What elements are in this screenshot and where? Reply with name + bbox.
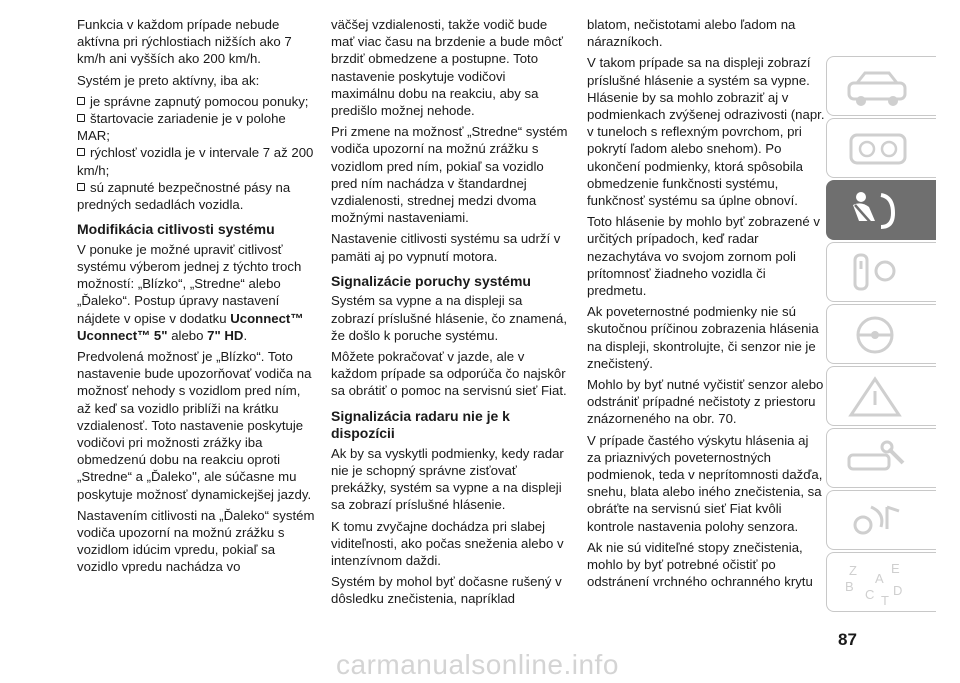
paragraph: Systém sa vypne a na displeji sa zobrazí príslušné hlásenie, čo znamená, že došlo k poruche systému. [331,293,568,343]
tab-maintenance[interactable] [826,428,936,488]
paragraph: Predvolená možnosť je „Blízko“. Toto nastavenie bude upozorňovať vodiča na možnosť nehody s vozidlom pred ním, až keď sa vozidlo priblíži na krátku vzdialenosť. Toto nastavenie poskytuje vodičovi pri možnosti zrážky iba obmedzenú dobu na reakciu oproti „Stredne“ a „Ďaleko", ale súčasne mu poskytuje možnosť dynamickejšej jazdy. [77,349,312,502]
paragraph: V prípade častého výskytu hlásenia aj za priaznivých poveternostných podmienok, teda v neprítomnosti dažďa, snehu, blata alebo iného znečistenia, sa obráťte na servisnú sieť Fiat kvôli kontrole nastavenia polohy senzora. [587,432,823,534]
tab-dashboard[interactable] [826,118,936,178]
tab-safety[interactable] [826,180,936,240]
list-item: je správne zapnutý pomocou ponuky; [77,93,315,110]
media-icon [841,497,921,545]
paragraph: Pri zmene na možnosť „Stredne“ systém vodiča upozorní na možnú zrážku s vozidlom pred ním, pokiaľ sa vozidlo pred ním nachádza v štandardnej vzdialenosti, strednej medzi dvoma možnými nastaveniami. [331,124,568,226]
tab-starting[interactable] [826,242,936,302]
paragraph: Ak by sa vyskytli podmienky, kedy radar nie je schopný správne zisťovať prekážky, systém sa vypne a na displeji sa zobrazí príslušné hlásenie. [331,445,564,513]
column-3 [587,16,825,595]
paragraph: Môžete pokračovať v jazde, ale v každom prípade sa odporúča čo najskôr sa obrátiť o pomoc na servisnú sieť Fiat. [331,349,567,399]
tab-car[interactable] [826,56,936,116]
svg-text:T: T [881,593,889,608]
checkbox-bullet-icon [77,97,85,105]
wrench-car-icon [841,435,921,483]
seatbelt-airbag-icon [841,187,921,235]
paragraph: väčšej vzdialenosti, takže vodič bude mať viac času na brzdenie a bude môcť brzdiť obmedzene a postupne. Toto nastavenie poskytuje vodičovi maximálnu dobu na reakciu, aby sa predišlo možnej nehode. [331,17,564,119]
tab-emergency[interactable] [826,366,936,426]
svg-text:A: A [875,571,884,586]
paragraph: V takom prípade sa na displeji zobrazí príslušné hlásenie a systém sa vypne. Hlásenie by sa mohlo zobraziť aj v podmienkach zvýšenej odrazivosti (napr. v tuneloch s reflexným povrchom, pri pokrytí ľadom alebo snehom). Po ukončení podmienky, ktorá spôsobila obmedzenie funkčnosti systému, funkčnosť systému sa úplne obnoví. [587,55,825,209]
tab-driving[interactable] [826,304,936,364]
svg-text:C: C [865,587,875,602]
paragraph: Ak poveternostné podmienky nie sú skutočnou príčinou zobrazenia hlásenia na displeji, skontrolujte, či senzor nie je znečistený. [587,304,819,371]
steering-wheel-icon [841,311,921,359]
svg-text:E: E [891,561,900,576]
svg-text:B: B [845,579,854,594]
chapter-tabs [826,56,936,616]
section-heading: Signalizácia radaru nie je k dispozícii [331,407,510,442]
column-1 [77,16,315,580]
list-item: štartovacie zariadenie je v polohe MAR; [77,111,286,144]
list-item: sú zapnuté bezpečnostné pásy na predných sedadlách vozidla. [77,179,291,213]
svg-text:Z: Z [849,563,857,578]
checkbox-bullet-icon [77,114,85,122]
svg-text:D: D [893,583,903,598]
paragraph: K tomu zvyčajne dochádza pri slabej viditeľnosti, ako počas sneženia alebo v intenzívnom daždi. [331,518,564,569]
paragraph: Nastavením citlivosti na „Ďaleko“ systém vodiča upozorní na možnú zrážku s vozidlom idúcim vpredu, pokiaľ sa vozidlo vpredu nachádza vo [77,507,315,575]
paragraph: Systém by mohol byť dočasne rušený v dôsledku znečistenia, napríklad [331,574,562,607]
paragraph: V ponuke je možné upraviť citlivosť systému výberom jednej z týchto troch možností: „Blízko“, „Stredne“ alebo „Ďaleko“. Postup úpravy nastavení nájdete v opise v dodatku Uconnect™ Uconnect™ 5" alebo 7" HD. [77,241,304,343]
section-heading: Signalizácie poruchy systému [331,272,531,289]
paragraph: Mohlo by byť nutné vyčistiť senzor alebo odstrániť prípadné nečistoty z priestoru znázorneného na obr. 70. [587,377,824,427]
column-2 [331,16,569,612]
dashboard-icon [841,125,921,173]
checkbox-bullet-icon [77,148,85,156]
paragraph: Funkcia v každom prípade nebude aktívna pri rýchlostiach nižších ako 7 km/h ani vyšších ako 200 km/h. [77,17,292,67]
checkbox-bullet-icon [77,183,85,191]
paragraph: blatom, nečistotami alebo ľadom na nárazníkoch. [587,17,796,50]
car-icon [841,63,921,111]
watermark: carmanualsonline.info [336,649,619,680]
paragraph: Systém je preto aktívny, iba ak: [77,72,260,88]
key-icon [841,249,921,297]
paragraph: Nastavenie citlivosti systému sa udrží v pamäti aj po vypnutí motora. [331,231,561,264]
tab-multimedia[interactable] [826,490,936,550]
list-item: rýchlosť vozidla je v intervale 7 až 200 km/h; [77,145,314,178]
tab-index[interactable] [826,552,936,612]
alphabet-index-icon [841,559,921,611]
paragraph: Toto hlásenie by mohlo byť zobrazené v určitých prípadoch, keď radar nezachytáva vo svojom zornom poli prítomnosť žiadneho vozidla či predmetu. [587,214,820,299]
paragraph: Ak nie sú viditeľné stopy znečistenia, mohlo by byť potrebné očistiť po odstránení vrchného ochranného krytu [587,539,813,590]
page-number: 87 [838,630,857,649]
section-heading: Modifikácia citlivosti systému [77,221,275,238]
warning-triangle-icon [841,373,921,421]
